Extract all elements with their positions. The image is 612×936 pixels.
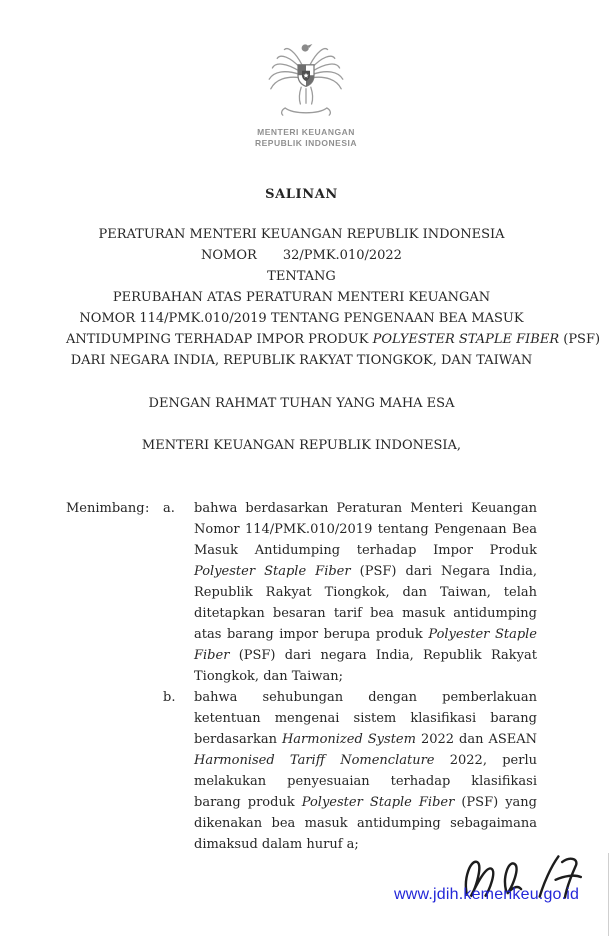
ministry-country: REPUBLIK INDONESIA	[254, 138, 358, 148]
nomor-label: NOMOR	[201, 248, 257, 263]
nomor-value: 32/PMK.010/2022	[282, 248, 402, 263]
authority-line: MENTERI KEUANGAN REPUBLIK INDONESIA,	[141, 438, 462, 453]
salinan-label: SALINAN	[265, 187, 338, 202]
ministry-name: MENTERI KEUANGAN	[257, 127, 355, 137]
regulation-number-line	[66, 245, 537, 266]
letterhead	[0, 36, 612, 149]
invocation-line: DENGAN RAHMAT TUHAN YANG MAHA ESA	[148, 396, 455, 411]
subject-line: NOMOR 114/PMK.010/2019 TENTANG PENGENAAN BEA MASUK	[79, 311, 524, 326]
scan-edge-artifact	[608, 853, 609, 936]
subject-line: PERUBAHAN ATAS PERATURAN MENTERI KEUANGAN	[112, 290, 491, 305]
menimbang-colon: :	[145, 501, 150, 516]
menimbang-label: Menimbang	[66, 501, 145, 516]
regulation-title-line: PERATURAN MENTERI KEUANGAN REPUBLIK INDONESIA	[98, 227, 505, 242]
item-letter: a.	[163, 501, 175, 516]
garuda-pancasila-icon	[266, 36, 346, 124]
tentang-label: TENTANG	[267, 269, 336, 284]
item-text: bahwa sehubungan dengan pemberlakuan ketentuan mengenai sistem klasifikasi barang berdasarkan Harmonized System 2022 dan ASEAN Harmonised Tariff Nomenclature 2022, perlu melakukan penyesuaian terhadap klasifikasi barang produk Polyester Staple Fiber (PSF) yang dikenakan bea masuk antidumping sebagaimana dimaksud dalam huruf a;	[194, 690, 537, 852]
consideration-item-b	[163, 687, 537, 855]
document-body	[66, 184, 601, 855]
jdih-watermark-link[interactable]: www.jdih.kemenkeu.go.id	[394, 886, 580, 903]
item-text: bahwa berdasarkan Peraturan Menteri Keuangan Nomor 114/PMK.010/2019 tentang Pengenaan Bea Masuk Antidumping terhadap Impor Produk Polyester Staple Fiber (PSF) dari Negara India, Republik Rakyat Tiongkok, dan Taiwan, telah ditetapkan besaran tarif bea masuk antidumping atas barang impor berupa produk Polyester Staple Fiber (PSF) dari negara India, Republik Rakyat Tiongkok, dan Taiwan;	[194, 501, 537, 684]
consideration-item-a	[163, 498, 537, 687]
item-letter: b.	[163, 690, 176, 705]
subject-line: ANTIDUMPING TERHADAP IMPOR PRODUK POLYESTER STAPLE FIBER (PSF)	[66, 332, 601, 347]
subject-line: DARI NEGARA INDIA, REPUBLIK RAKYAT TIONGKOK, DAN TAIWAN	[70, 353, 533, 368]
considerations-section	[66, 498, 537, 855]
